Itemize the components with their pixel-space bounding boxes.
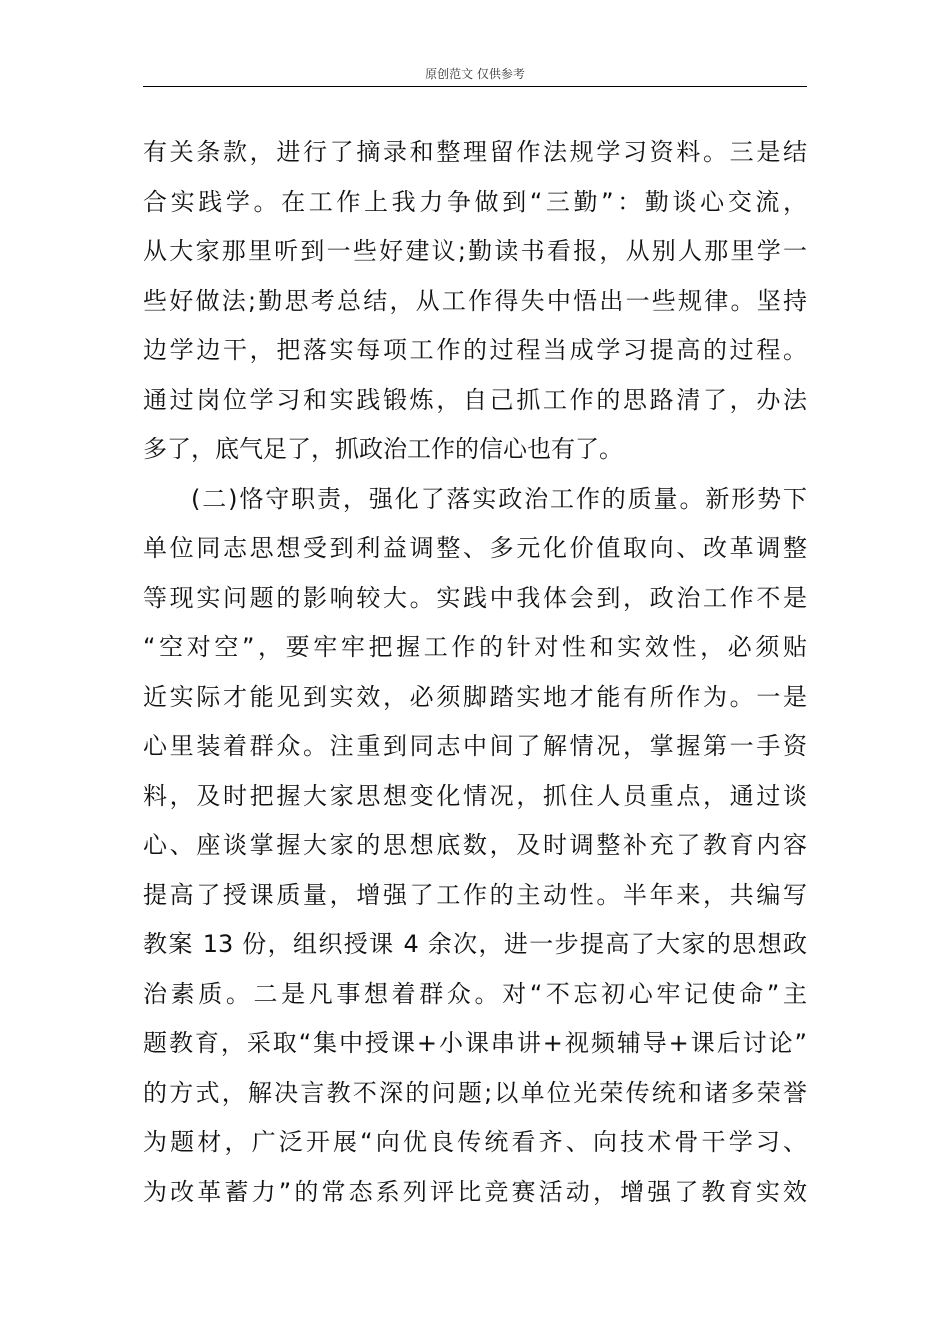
- text-line: 为改革蓄力”的常态系列评比竞赛活动，增强了教育实效: [143, 1177, 807, 1206]
- paragraph-1: [143, 128, 807, 475]
- text-line: (二)恪守职责，强化了落实政治工作的质量。新形势下: [191, 484, 807, 513]
- text-line: 教案 13 份，组织授课 4 余次，进一步提高了大家的思想政: [143, 930, 807, 958]
- paragraph-2: [143, 475, 807, 1218]
- text-line: 题教育，采取“集中授课+小课串讲+视频辅导+课后讨论”: [143, 1029, 807, 1057]
- text-line: 心、座谈掌握大家的思想底数，及时调整补充了教育内容: [143, 831, 807, 859]
- text-line: 有关条款，进行了摘录和整理留作法规学习资料。三是结: [143, 138, 807, 166]
- text-line: 从大家那里听到一些好建议;勤读书看报，从别人那里学一: [143, 237, 807, 265]
- text-line: 边学边干，把落实每项工作的过程当成学习提高的过程。: [143, 336, 807, 364]
- text-line: 合实践学。在工作上我力争做到“三勤”：勤谈心交流，: [143, 187, 807, 216]
- text-line: 的方式，解决言教不深的问题;以单位光荣传统和诸多荣誉: [143, 1078, 807, 1107]
- document-body: [143, 128, 807, 1217]
- text-line: 料，及时把握大家思想变化情况，抓住人员重点，通过谈: [143, 781, 807, 810]
- text-line: 提高了授课质量，增强了工作的主动性。半年来，共编写: [143, 880, 807, 909]
- text-line: 些好做法;勤思考总结，从工作得失中悟出一些规律。坚持: [143, 286, 807, 315]
- text-line: 近实际才能见到实效，必须脚踏实地才能有所作为。一是: [143, 682, 807, 711]
- text-line: 多了，底气足了，抓政治工作的信心也有了。: [143, 435, 623, 463]
- text-line: “空对空”，要牢牢把握工作的针对性和实效性，必须贴: [143, 633, 807, 661]
- text-line: 等现实问题的影响较大。实践中我体会到，政治工作不是: [143, 583, 807, 612]
- text-line: 心里装着群众。注重到同志中间了解情况，掌握第一手资: [143, 732, 807, 760]
- text-line: 单位同志思想受到利益调整、多元化价值取向、改革调整: [143, 534, 807, 562]
- text-line: 治素质。二是凡事想着群众。对“不忘初心牢记使命”主: [143, 979, 807, 1008]
- page-header: 原创范文 仅供参考: [143, 66, 807, 87]
- text-line: 为题材，广泛开展“向优良传统看齐、向技术骨干学习、: [143, 1128, 807, 1156]
- text-line: 通过岗位学习和实践锻炼，自己抓工作的思路清了，办法: [143, 385, 807, 414]
